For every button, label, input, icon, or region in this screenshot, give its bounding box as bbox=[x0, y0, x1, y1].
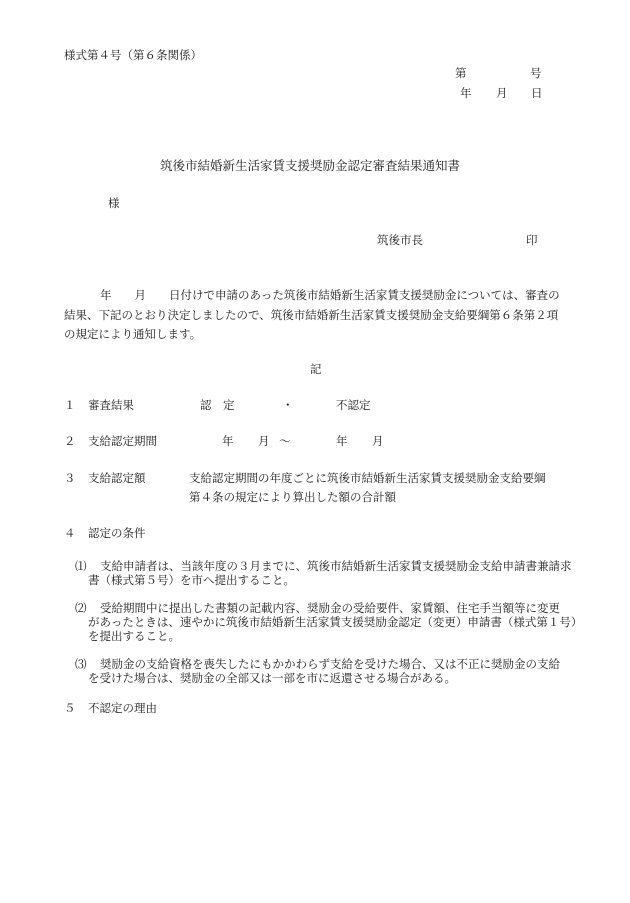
condition-2-line-2: があったときは、速やかに筑後市結婚新生活家賃支援奨励金認定（変更）申請書（様式第１号） bbox=[88, 615, 583, 629]
intro-line-2: 結果、下記のとおり決定しましたので、筑後市結婚新生活家賃支援奨励金支給要綱第６条第２項 bbox=[64, 308, 559, 322]
condition-1-line-2: 書（様式第５号）を市へ提出すること。 bbox=[88, 573, 295, 587]
date-day: 日 bbox=[531, 86, 543, 100]
item-5-label: 不認定の理由 bbox=[88, 701, 157, 715]
addressee-suffix: 様 bbox=[108, 196, 120, 210]
result-rejected: 不認定 bbox=[336, 398, 371, 412]
result-approved: 認 定 bbox=[200, 398, 235, 412]
issuer-name: 筑後市長 bbox=[377, 233, 423, 247]
item-1-number: １ bbox=[64, 398, 76, 412]
period-to-year: 年 bbox=[336, 434, 348, 448]
item-5-number: ５ bbox=[64, 701, 76, 715]
period-to-month: 月 bbox=[372, 434, 384, 448]
intro-line-1: 年 月 日付けで申請のあった筑後市結婚新生活家賃支援奨励金については、審査の bbox=[100, 288, 560, 302]
item-3-number: ３ bbox=[64, 471, 76, 485]
document-title: 筑後市結婚新生活家賃支援奨励金認定審査結果通知書 bbox=[160, 158, 461, 173]
number-suffix: 号 bbox=[530, 66, 542, 80]
condition-2-mark: ⑵ bbox=[75, 601, 87, 615]
condition-3-line-2: を受けた場合は、奨励金の全部又は一部を市に返還させる場合がある。 bbox=[88, 671, 456, 685]
amount-line-1: 支給認定期間の年度ごとに筑後市結婚新生活家賃支援奨励金支給要綱 bbox=[189, 471, 546, 485]
item-3-label: 支給認定額 bbox=[88, 471, 146, 485]
amount-line-2: 第４条の規定により算出した額の合計額 bbox=[189, 490, 396, 504]
condition-1-mark: ⑴ bbox=[75, 559, 87, 573]
period-tilde: ～ bbox=[279, 434, 291, 448]
condition-1-line-1: 支給申請者は、当該年度の３月までに、筑後市結婚新生活家賃支援奨励金支給申請書兼請求 bbox=[100, 559, 572, 573]
item-2-number: ２ bbox=[64, 434, 76, 448]
condition-3-mark: ⑶ bbox=[75, 657, 87, 671]
item-4-label: 認定の条件 bbox=[88, 526, 146, 540]
condition-2-line-1: 受給期間中に提出した書類の記載内容、奨励金の受給要件、家賃額、住宅手当額等に変更 bbox=[100, 601, 560, 615]
period-from-month: 月 bbox=[258, 434, 270, 448]
ki-marker: 記 bbox=[310, 362, 322, 376]
seal-mark: 印 bbox=[526, 233, 538, 247]
item-1-label: 審査結果 bbox=[88, 398, 134, 412]
date-month: 月 bbox=[496, 86, 508, 100]
condition-2-line-3: を提出すること。 bbox=[88, 629, 180, 643]
intro-line-3: の規定により通知します。 bbox=[64, 327, 202, 341]
result-separator: ・ bbox=[282, 398, 294, 412]
date-year: 年 bbox=[460, 86, 472, 100]
form-label: 様式第４号（第６条関係） bbox=[64, 48, 202, 62]
item-2-label: 支給認定期間 bbox=[88, 434, 157, 448]
period-from-year: 年 bbox=[222, 434, 234, 448]
condition-3-line-1: 奨励金の支給資格を喪失したにもかかわらず支給を受けた場合、又は不正に奨励金の支給 bbox=[100, 657, 560, 671]
item-4-number: ４ bbox=[64, 526, 76, 540]
number-prefix: 第 bbox=[455, 66, 467, 80]
